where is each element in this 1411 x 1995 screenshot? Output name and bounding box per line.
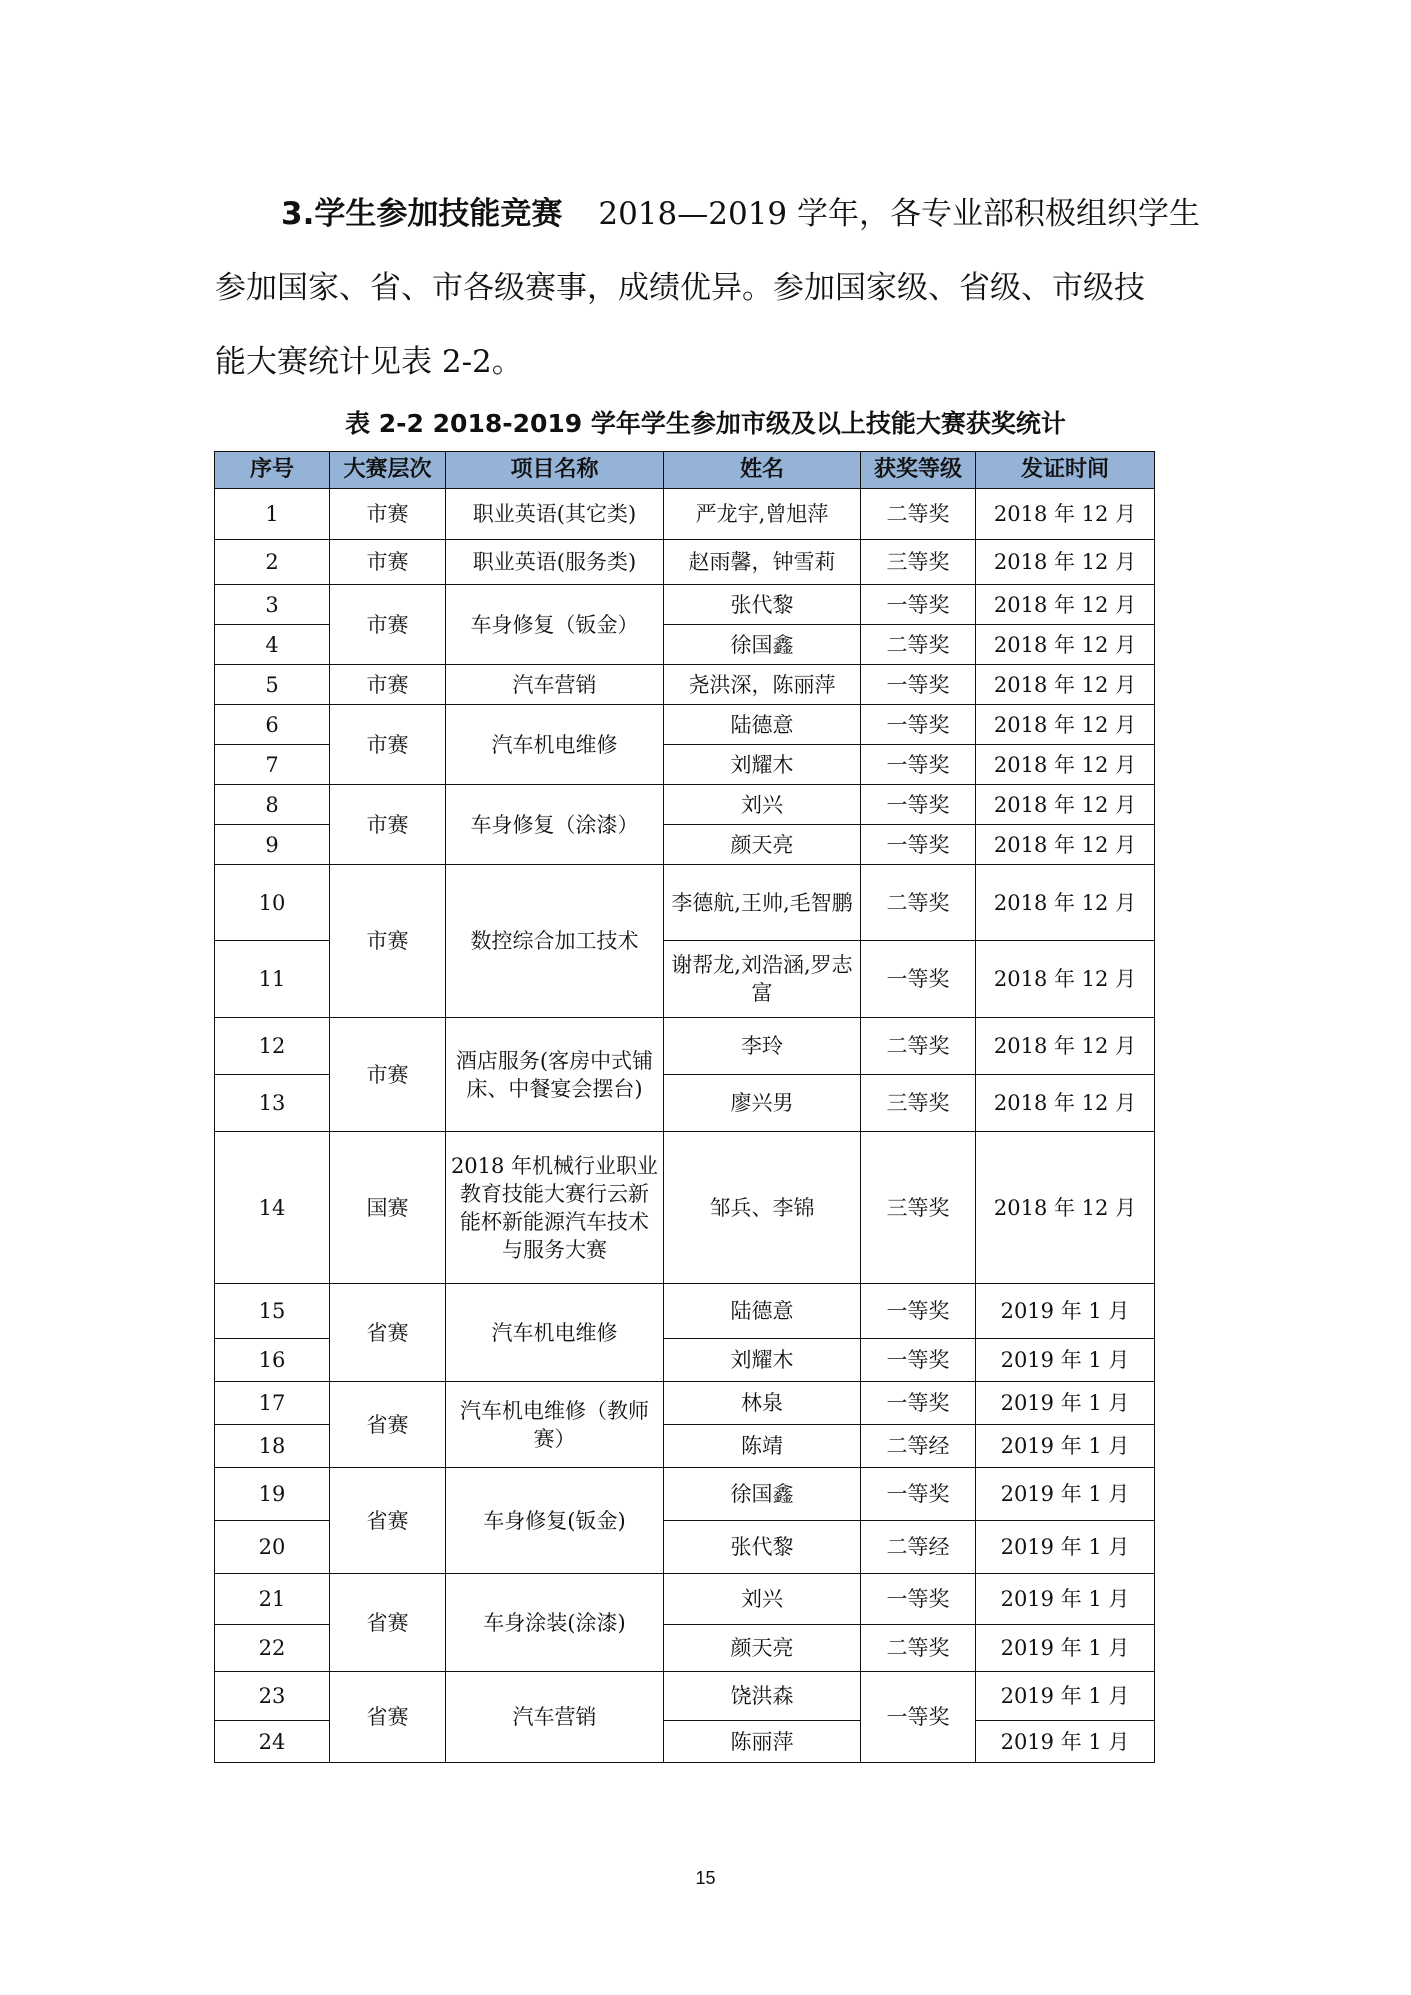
cell-date: 2019 年 1 月 bbox=[976, 1425, 1155, 1468]
cell-date: 2018 年 12 月 bbox=[976, 745, 1155, 785]
cell-date: 2019 年 1 月 bbox=[976, 1574, 1155, 1625]
cell-project: 汽车机电维修 bbox=[446, 1284, 664, 1382]
cell-award: 一等奖 bbox=[861, 1339, 976, 1382]
cell-level: 省赛 bbox=[330, 1574, 446, 1672]
cell-names: 刘兴 bbox=[664, 1574, 861, 1625]
cell-project: 酒店服务(客房中式铺床、中餐宴会摆台) bbox=[446, 1018, 664, 1132]
cell-award: 二等奖 bbox=[861, 489, 976, 540]
cell-award: 一等奖 bbox=[861, 1468, 976, 1521]
cell-level: 省赛 bbox=[330, 1468, 446, 1574]
cell-date: 2019 年 1 月 bbox=[976, 1625, 1155, 1672]
cell-names: 饶洪森 bbox=[664, 1672, 861, 1721]
cell-names: 邹兵、李锦 bbox=[664, 1132, 861, 1284]
cell-date: 2018 年 12 月 bbox=[976, 785, 1155, 825]
cell-level: 市赛 bbox=[330, 865, 446, 1018]
cell-no: 2 bbox=[215, 540, 330, 585]
table-row bbox=[215, 540, 1155, 585]
cell-award: 一等奖 bbox=[861, 1574, 976, 1625]
cell-level: 市赛 bbox=[330, 1018, 446, 1132]
cell-no: 13 bbox=[215, 1075, 330, 1132]
table-row bbox=[215, 665, 1155, 705]
cell-date: 2018 年 12 月 bbox=[976, 941, 1155, 1018]
cell-no: 22 bbox=[215, 1625, 330, 1672]
cell-project: 车身修复（钣金） bbox=[446, 585, 664, 665]
cell-names: 陈丽萍 bbox=[664, 1721, 861, 1763]
cell-project: 汽车机电维修（教师赛） bbox=[446, 1382, 664, 1468]
cell-names: 林泉 bbox=[664, 1382, 861, 1425]
table-row bbox=[215, 865, 1155, 941]
cell-names: 李玲 bbox=[664, 1018, 861, 1075]
cell-level: 国赛 bbox=[330, 1132, 446, 1284]
cell-date: 2019 年 1 月 bbox=[976, 1521, 1155, 1574]
cell-names: 颜天亮 bbox=[664, 825, 861, 865]
table-row bbox=[215, 585, 1155, 625]
cell-date: 2018 年 12 月 bbox=[976, 540, 1155, 585]
cell-date: 2018 年 12 月 bbox=[976, 489, 1155, 540]
cell-award: 一等奖 bbox=[861, 665, 976, 705]
cell-no: 18 bbox=[215, 1425, 330, 1468]
cell-no: 4 bbox=[215, 625, 330, 665]
cell-level: 市赛 bbox=[330, 540, 446, 585]
awards-table bbox=[214, 451, 1155, 1763]
cell-names: 严龙宇,曾旭萍 bbox=[664, 489, 861, 540]
cell-date: 2018 年 12 月 bbox=[976, 825, 1155, 865]
cell-date: 2019 年 1 月 bbox=[976, 1468, 1155, 1521]
table-row bbox=[215, 489, 1155, 540]
cell-no: 17 bbox=[215, 1382, 330, 1425]
cell-date: 2019 年 1 月 bbox=[976, 1339, 1155, 1382]
cell-project: 职业英语(服务类) bbox=[446, 540, 664, 585]
cell-project: 车身修复（涂漆） bbox=[446, 785, 664, 865]
cell-no: 11 bbox=[215, 941, 330, 1018]
cell-project: 2018 年机械行业职业教育技能大赛行云新能杯新能源汽车技术与服务大赛 bbox=[446, 1132, 664, 1284]
cell-names: 刘兴 bbox=[664, 785, 861, 825]
header-level: 大赛层次 bbox=[330, 452, 446, 489]
cell-date: 2018 年 12 月 bbox=[976, 705, 1155, 745]
cell-no: 15 bbox=[215, 1284, 330, 1339]
header-award: 获奖等级 bbox=[861, 452, 976, 489]
cell-project: 汽车营销 bbox=[446, 1672, 664, 1763]
cell-no: 16 bbox=[215, 1339, 330, 1382]
table-row bbox=[215, 705, 1155, 745]
cell-award: 二等经 bbox=[861, 1521, 976, 1574]
cell-names: 徐国鑫 bbox=[664, 1468, 861, 1521]
cell-award: 一等奖 bbox=[861, 941, 976, 1018]
cell-date: 2018 年 12 月 bbox=[976, 1132, 1155, 1284]
table-row bbox=[215, 785, 1155, 825]
cell-date: 2018 年 12 月 bbox=[976, 865, 1155, 941]
cell-award: 二等奖 bbox=[861, 625, 976, 665]
cell-project: 汽车营销 bbox=[446, 665, 664, 705]
cell-award: 一等奖 bbox=[861, 1672, 976, 1763]
intro-line-1 bbox=[281, 188, 1200, 233]
cell-level: 省赛 bbox=[330, 1672, 446, 1763]
cell-level: 市赛 bbox=[330, 489, 446, 540]
cell-names: 尧洪深，陈丽萍 bbox=[664, 665, 861, 705]
cell-names: 赵雨馨，钟雪莉 bbox=[664, 540, 861, 585]
cell-date: 2018 年 12 月 bbox=[976, 625, 1155, 665]
table-row bbox=[215, 1672, 1155, 1721]
cell-no: 21 bbox=[215, 1574, 330, 1625]
cell-award: 三等奖 bbox=[861, 540, 976, 585]
cell-names: 李德航,王帅,毛智鹏 bbox=[664, 865, 861, 941]
intro-line-3: 能大赛统计见表 2-2。 bbox=[215, 344, 523, 380]
cell-project: 车身涂装(涂漆) bbox=[446, 1574, 664, 1672]
cell-names: 陈靖 bbox=[664, 1425, 861, 1468]
cell-award: 一等奖 bbox=[861, 585, 976, 625]
cell-award: 一等奖 bbox=[861, 705, 976, 745]
cell-project: 汽车机电维修 bbox=[446, 705, 664, 785]
cell-no: 24 bbox=[215, 1721, 330, 1763]
cell-names: 张代黎 bbox=[664, 585, 861, 625]
cell-level: 市赛 bbox=[330, 585, 446, 665]
cell-no: 14 bbox=[215, 1132, 330, 1284]
header-names: 姓名 bbox=[664, 452, 861, 489]
table-header-row bbox=[215, 452, 1155, 489]
cell-level: 省赛 bbox=[330, 1284, 446, 1382]
cell-level: 省赛 bbox=[330, 1382, 446, 1468]
cell-date: 2018 年 12 月 bbox=[976, 665, 1155, 705]
cell-names: 陆德意 bbox=[664, 1284, 861, 1339]
cell-level: 市赛 bbox=[330, 785, 446, 865]
cell-award: 一等奖 bbox=[861, 745, 976, 785]
cell-no: 20 bbox=[215, 1521, 330, 1574]
cell-award: 三等奖 bbox=[861, 1132, 976, 1284]
cell-date: 2019 年 1 月 bbox=[976, 1721, 1155, 1763]
table-row bbox=[215, 1574, 1155, 1625]
intro-line-2: 参加国家、省、市各级赛事，成绩优异。参加国家级、省级、市级技 bbox=[215, 270, 1145, 306]
cell-award: 一等奖 bbox=[861, 1382, 976, 1425]
cell-project: 职业英语(其它类) bbox=[446, 489, 664, 540]
page-number: 15 bbox=[695, 1868, 716, 1888]
table-caption: 表 2-2 2018-2019 学年学生参加市级及以上技能大赛获奖统计 bbox=[345, 409, 1066, 438]
cell-names: 颜天亮 bbox=[664, 1625, 861, 1672]
cell-no: 5 bbox=[215, 665, 330, 705]
cell-level: 市赛 bbox=[330, 705, 446, 785]
cell-award: 二等奖 bbox=[861, 1018, 976, 1075]
cell-date: 2018 年 12 月 bbox=[976, 1018, 1155, 1075]
table-row bbox=[215, 1468, 1155, 1521]
header-project: 项目名称 bbox=[446, 452, 664, 489]
cell-level: 市赛 bbox=[330, 665, 446, 705]
cell-date: 2018 年 12 月 bbox=[976, 585, 1155, 625]
cell-names: 徐国鑫 bbox=[664, 625, 861, 665]
intro-line-1-text: 2018—2019 学年，各专业部积极组织学生 bbox=[598, 196, 1200, 232]
cell-names: 廖兴男 bbox=[664, 1075, 861, 1132]
cell-award: 二等奖 bbox=[861, 1625, 976, 1672]
cell-award: 二等奖 bbox=[861, 865, 976, 941]
table-row bbox=[215, 1382, 1155, 1425]
table-row bbox=[215, 1018, 1155, 1075]
cell-award: 三等奖 bbox=[861, 1075, 976, 1132]
cell-award: 一等奖 bbox=[861, 825, 976, 865]
section-heading: 3.学生参加技能竞赛 bbox=[281, 196, 563, 232]
cell-no: 3 bbox=[215, 585, 330, 625]
cell-names: 谢帮龙,刘浩涵,罗志富 bbox=[664, 941, 861, 1018]
cell-no: 23 bbox=[215, 1672, 330, 1721]
cell-no: 19 bbox=[215, 1468, 330, 1521]
cell-award: 一等奖 bbox=[861, 1284, 976, 1339]
cell-project: 数控综合加工技术 bbox=[446, 865, 664, 1018]
table-row bbox=[215, 1284, 1155, 1339]
cell-no: 9 bbox=[215, 825, 330, 865]
cell-date: 2019 年 1 月 bbox=[976, 1284, 1155, 1339]
cell-names: 张代黎 bbox=[664, 1521, 861, 1574]
cell-date: 2019 年 1 月 bbox=[976, 1382, 1155, 1425]
cell-no: 10 bbox=[215, 865, 330, 941]
cell-no: 12 bbox=[215, 1018, 330, 1075]
cell-no: 7 bbox=[215, 745, 330, 785]
cell-no: 1 bbox=[215, 489, 330, 540]
cell-names: 刘耀木 bbox=[664, 745, 861, 785]
cell-award: 一等奖 bbox=[861, 785, 976, 825]
cell-names: 刘耀木 bbox=[664, 1339, 861, 1382]
cell-date: 2019 年 1 月 bbox=[976, 1672, 1155, 1721]
cell-no: 6 bbox=[215, 705, 330, 745]
table-row bbox=[215, 1132, 1155, 1284]
cell-award: 二等经 bbox=[861, 1425, 976, 1468]
cell-no: 8 bbox=[215, 785, 330, 825]
cell-project: 车身修复(钣金) bbox=[446, 1468, 664, 1574]
header-date: 发证时间 bbox=[976, 452, 1155, 489]
header-no: 序号 bbox=[215, 452, 330, 489]
cell-names: 陆德意 bbox=[664, 705, 861, 745]
cell-date: 2018 年 12 月 bbox=[976, 1075, 1155, 1132]
